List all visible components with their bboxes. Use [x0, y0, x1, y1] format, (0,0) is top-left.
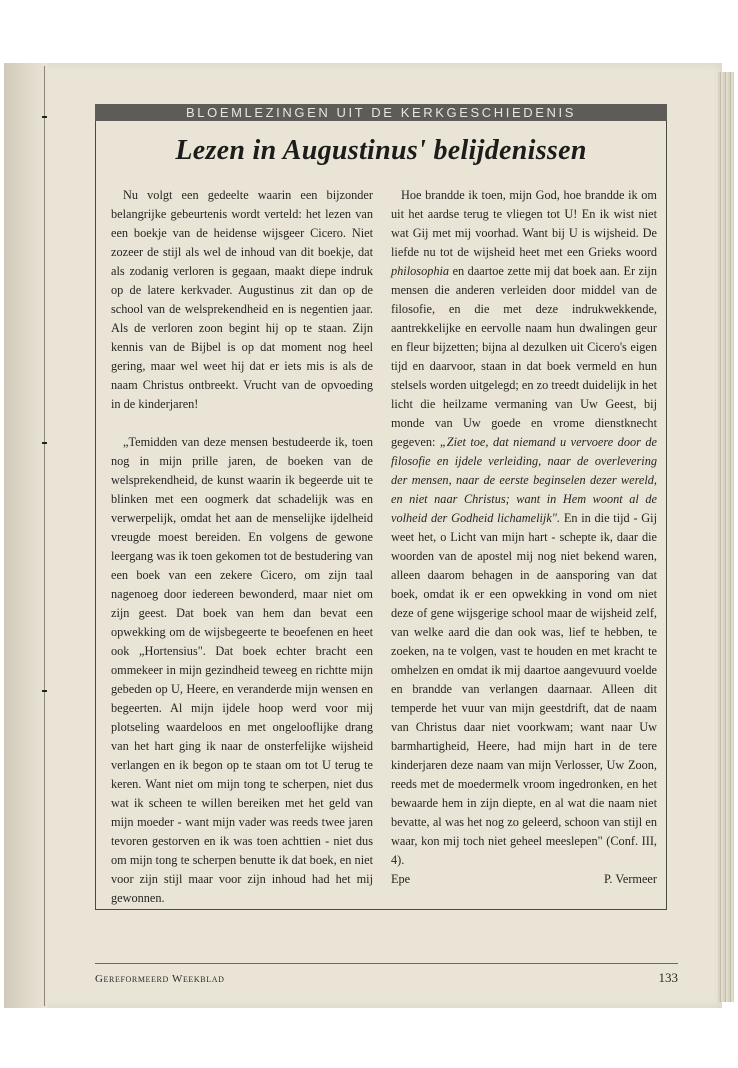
margin-tick: [42, 690, 47, 692]
page-fold-shadow: [4, 63, 48, 1008]
byline-author: P. Vermeer: [603, 872, 657, 886]
quote-paragraph: „Temidden van deze mensen bestudeerde ik, toen nog in mijn prille jaren, de boeken van de welsprekendheid, de kunst waarin ik begeerde uit te blinken met een oogmerk dat schadelijk was en verwerpelijk, omdat het aan de menselijke ijdelheid vreugde moest bereiden. En volgens de gewone leergang was ik toen gekomen tot de bestudering van een boek van een zekere Cicero, om zijn taal nagenoeg door iedereen bewonderd, maar niet om zijn geest. Dat boek van hem dan bevat een opwekking om de wijsbegeerte te beoefenen en heet ook „Hortensius". Dat boek echter bracht een ommekeer in mijn gezindheid teweeg en richtte mijn gebeden op U, Heere, en veranderde mijn wensen en begeerten. Al mijn ijdele hoop werd voor mij plotseling waardeloos en met ongelooflijke drang van het hart ging ik naar de onsterfelijke wijsheid verlangen en ik begon op te staan om tot U terug te keren. Want niet om mijn tong te scherpen, niet dus wat ik scheen te willen bereiken met het geld van mijn moeder - want mijn vader was reeds twee jaren tevoren gestorven en ik was toen achttien - niet dus om mijn tong te scherpen benutte ik dat boek, en niet voor zijn stijl maar voor zijn inhoud had het mij gewonnen.: [111, 435, 373, 905]
publication-name: Gereformeerd Weekblad: [95, 973, 225, 985]
greek-word: philosophia: [391, 264, 450, 278]
article-title: Lezen in Augustinus' belijdenissen: [175, 135, 587, 166]
page-edges: [718, 72, 734, 1002]
footer-rule: [95, 963, 678, 964]
scripture-quote: „Ziet toe, dat niemand u vervoere door de filosofie en ijdele verleiding, naar de overlevering der mensen, naar de eerste beginselen dezer wereld, en niet naar Christus; want in Hem woont al de volheid der Godheid lichamelijk".: [391, 435, 658, 525]
text-part-2: en daartoe zette mij dat boek aan. Er zijn mensen die anderen verleiden door middel van de filosofie, en die met deze indrukwekkende, aantrekkelijke en eervolle naam hun dwalingen geur en fleur bijzetten; bijna al dezulken uit Cicero's eigen tijd en daarvoor, staan in dat boek vermeld en hun stelsels worden uitgelegd; en zo treedt duidelijk in het licht die heilzame vermaning van Uw Geest, bij monde van Uw goede en vrome dienstknecht gegeven:: [391, 264, 657, 449]
spine-line: [44, 66, 45, 1006]
margin-tick: [42, 116, 47, 118]
section-header: BLOEMLEZINGEN UIT DE KERKGESCHIEDENIS: [95, 104, 667, 121]
text-part-1: Hoe brandde ik toen, mijn God, hoe brandde ik om uit het aardse terug te vliegen tot U! En ik wist niet wat Gij met mij voorhad. Want bij U is wijsheid. De liefde nu tot de wijsheid heet met een Grieks woord: [391, 188, 657, 259]
margin-tick: [42, 442, 47, 444]
byline-place: Epe: [391, 872, 411, 886]
page-number: 133: [658, 970, 678, 985]
right-column: [391, 186, 657, 889]
right-paragraph: [391, 186, 657, 870]
byline: [391, 870, 657, 889]
left-column: [111, 186, 373, 908]
text-part-3: En in die tijd - Gij weet het, o Licht van mijn hart - schepte ik, daar die woorden van de apostel mij nog niet bekend waren, alleen daarom behagen in de aansporing van dat boek, omdat ik er een opwekking in vond om niet deze of gene wijsgerige school maar de wijsheid zelf, van welke aard die dan ook was, lief te hebben, te zoeken, na te volgen, vast te houden en met kracht te omhelzen en omdat ik mij daartoe aangevuurd voelde en brandde van verlangen daarnaar. Alleen dit temperde het vuur van mijn geestdrift, dat de naam van Christus daar niet voorkwam; want naar Uw barmhartigheid, Heere, had mijn hart in de tere kinderjaren deze naam van mijn Verlosser, Uw Zoon, reeds met de moedermelk vroom ingedronken, en het bewaarde hem in zijn diepte, en al wat die naam niet bevatte, al was het nog zo geleerd, schoon van stijl en waar, kon mij toch niet geheel meeslepen" (Conf. III, 4).: [391, 511, 658, 867]
intro-paragraph: Nu volgt een gedeelte waarin een bijzonder belangrijke gebeurtenis wordt verteld: het lezen van een boekje van de heidense wijsgeer Cicero. Niet zozeer de stijl als wel de inhoud van dit boekje, dat als zodanig verloren is gegaan, maakt diepe indruk op de latere kerkvader. Augustinus zit dan op de school van de welsprekendheid en is negentien jaar. Als de verloren zoon begint hij op te staan. Zijn kennis van de Bijbel is op dat moment nog heel gering, maar wel weet hij dat er iets mis is als de naam Christus ontbreekt. Vrucht van de opvoeding in de kinderjaren!: [111, 188, 373, 411]
